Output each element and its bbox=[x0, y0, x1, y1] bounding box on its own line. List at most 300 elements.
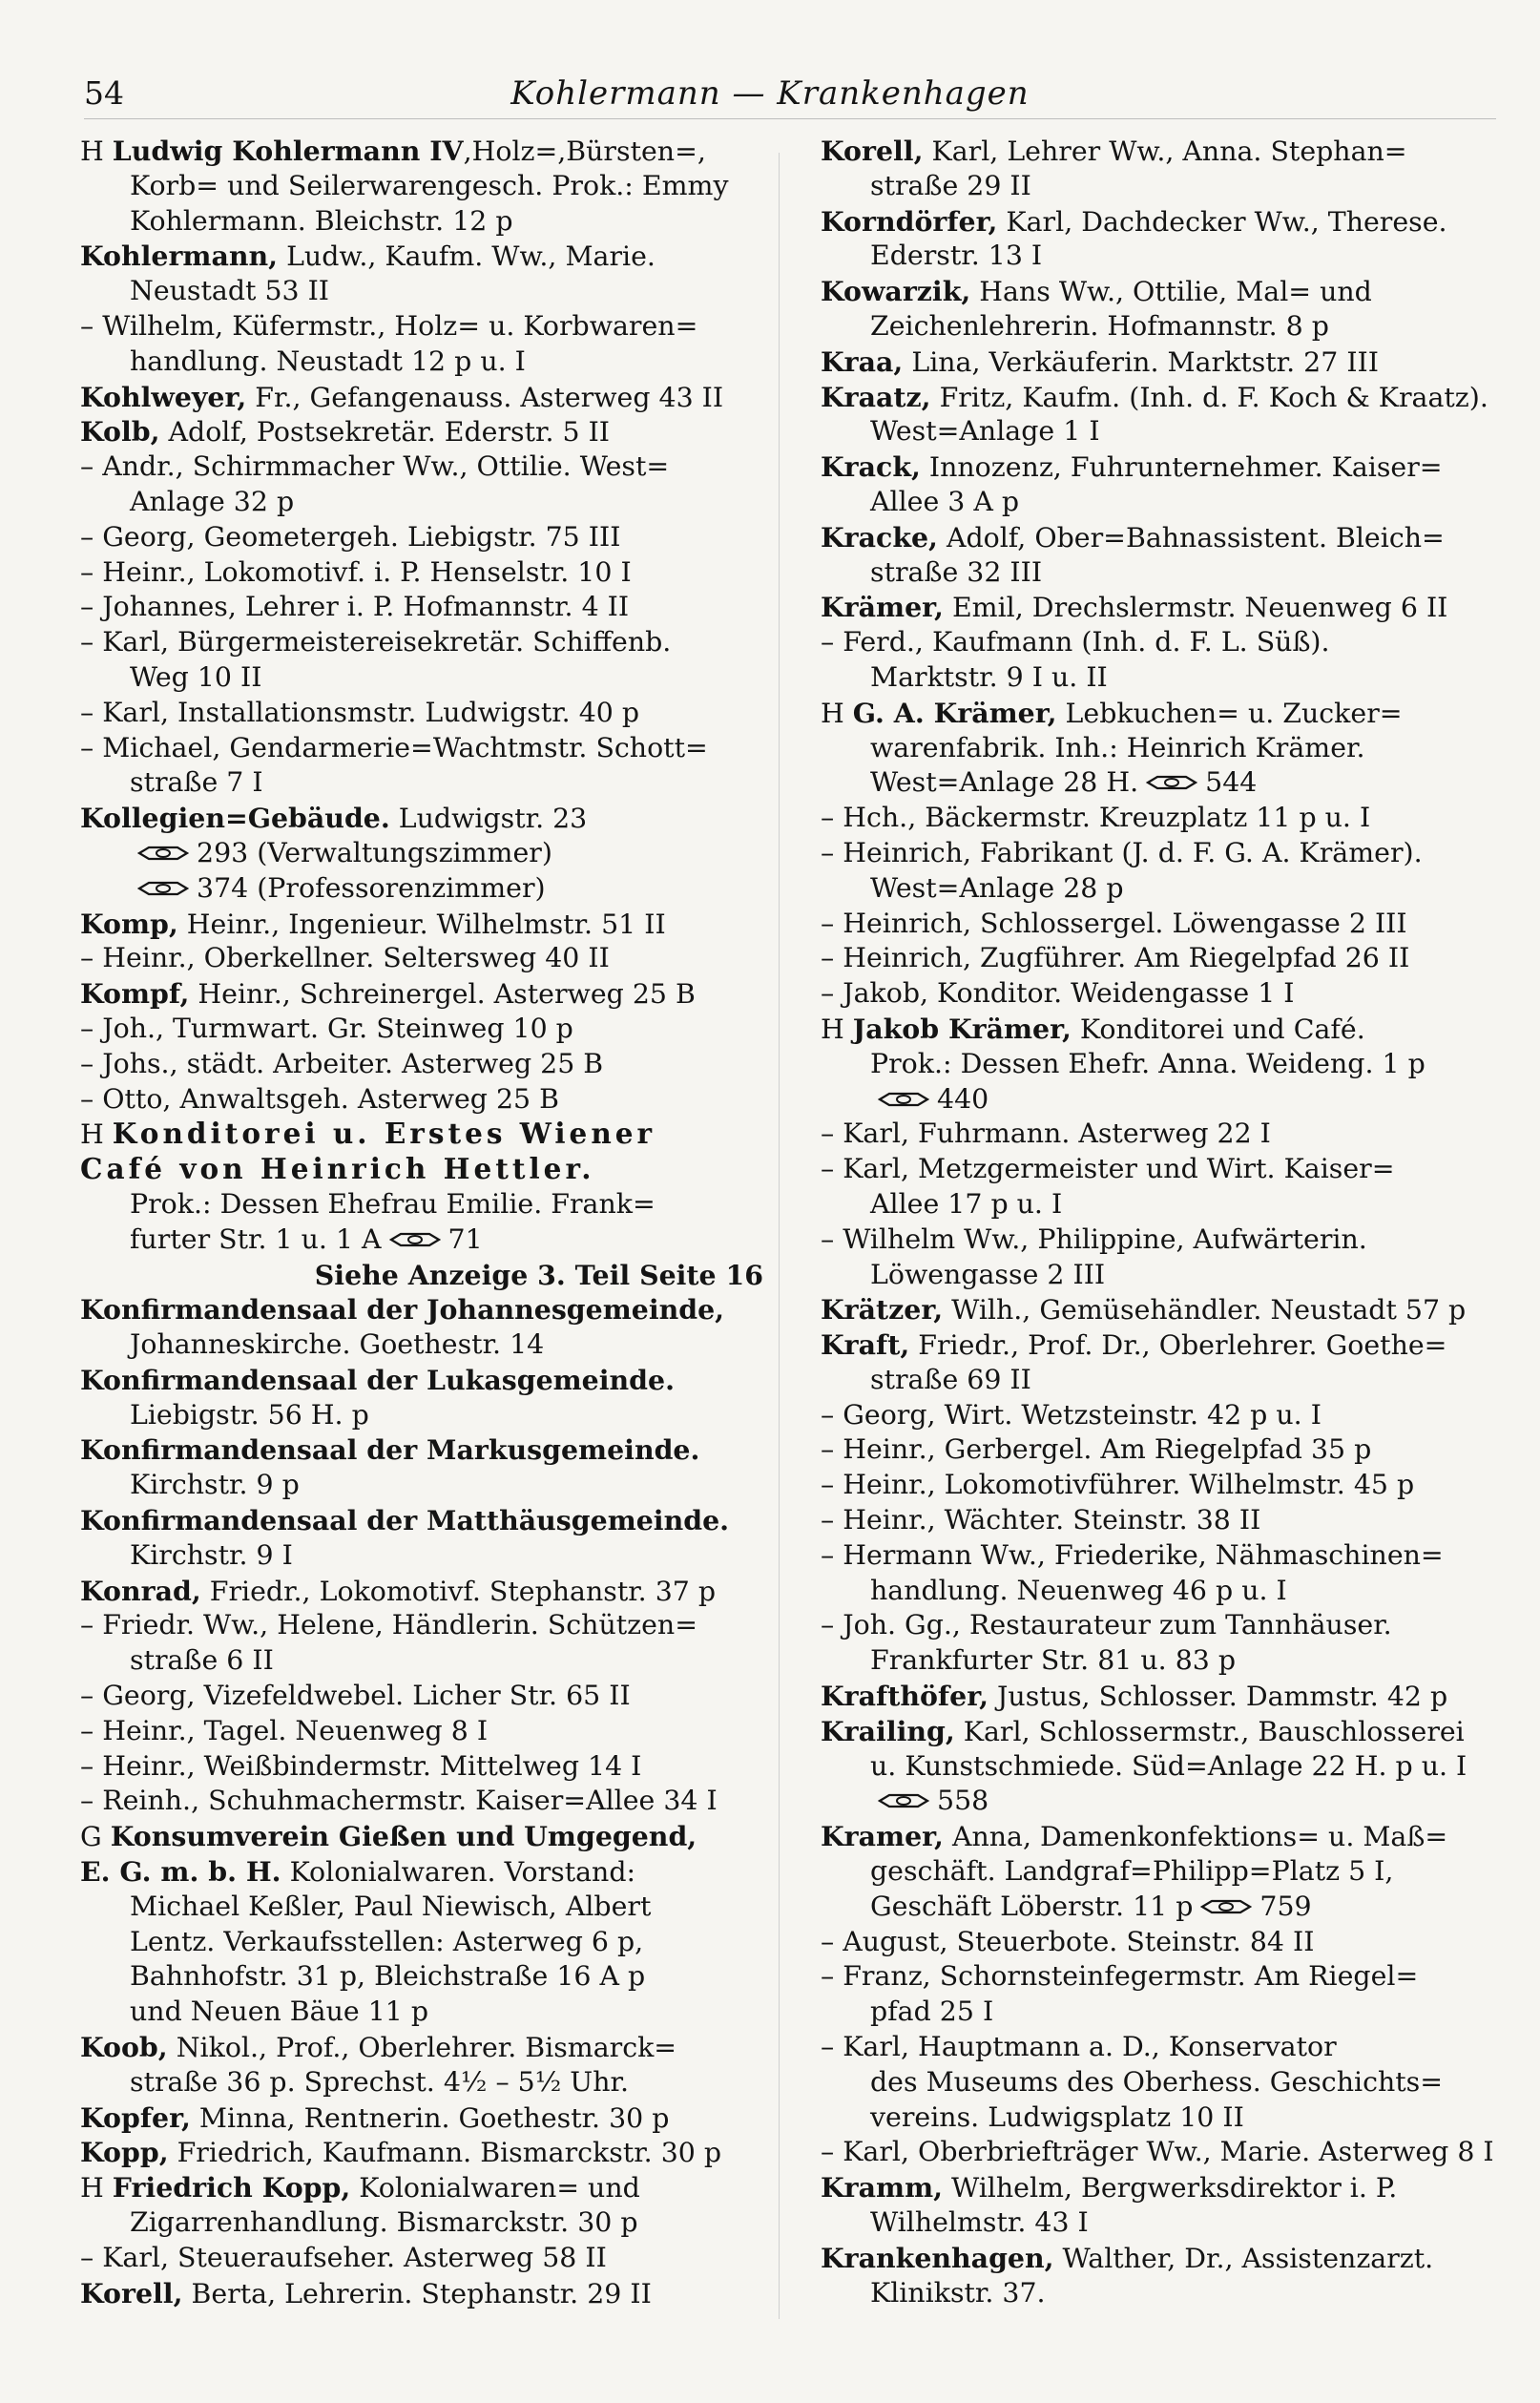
entry-name: Korell, bbox=[80, 2276, 183, 2309]
continuation-line bbox=[80, 660, 763, 696]
entry-text: Kirchstr. 9 I bbox=[130, 1538, 293, 1571]
entry-text: – Karl, Steueraufseher. Asterweg 58 II bbox=[80, 2241, 607, 2273]
entry-text: pfad 25 I bbox=[870, 1996, 994, 2028]
entry-name: Konfirmandensaal der Johannesgemeinde, bbox=[80, 1293, 725, 1327]
entry-text: West=Anlage 28 p bbox=[870, 871, 1124, 904]
phone-number: 558 bbox=[937, 1785, 989, 1817]
entry-name: Koob, bbox=[80, 2031, 168, 2064]
entry-text: Michael Keßler, Paul Niewisch, Albert bbox=[130, 1890, 652, 1922]
continuation-line bbox=[821, 2276, 1504, 2311]
entry-name: Kopfer, bbox=[80, 2100, 191, 2134]
page-header bbox=[0, 67, 1540, 124]
entry-text: Wilh., Gemüsehändler. Neustadt 57 p bbox=[943, 1294, 1467, 1327]
continuation-line bbox=[821, 1574, 1504, 1609]
entry-name: Konfirmandensaal der Lukasgemeinde. bbox=[80, 1363, 675, 1396]
sub-entry bbox=[821, 836, 1504, 871]
entry-text: ,Holz=,Bürsten=, bbox=[463, 136, 706, 167]
directory-entry bbox=[80, 414, 763, 449]
display-text: Café von Heinrich Hettler. bbox=[80, 1152, 595, 1186]
entry-text: – Otto, Anwaltsgeh. Asterweg 25 B bbox=[80, 1082, 560, 1115]
sub-entry bbox=[821, 1117, 1504, 1152]
continuation-line bbox=[821, 1749, 1504, 1785]
entry-text: Prok.: Dessen Ehefr. Anna. Weideng. 1 p bbox=[870, 1047, 1426, 1079]
entry-text: Justus, Schlosser. Dammstr. 42 p bbox=[989, 1681, 1448, 1713]
continuation-line bbox=[80, 1538, 763, 1574]
entry-text: Allee 3 A p bbox=[870, 485, 1020, 517]
directory-entry bbox=[80, 1854, 763, 1890]
continuation-line bbox=[821, 731, 1504, 766]
directory-entry bbox=[80, 2276, 763, 2311]
directory-entry bbox=[821, 274, 1504, 309]
entry-text: – Heinrich, Schlossergel. Löwengasse 2 III bbox=[821, 907, 1407, 939]
sub-entry bbox=[821, 1608, 1504, 1643]
entry-text: – Heinr., Lokomotivführer. Wilhelmstr. 45 p bbox=[821, 1469, 1415, 1501]
directory-entry bbox=[80, 1363, 763, 1398]
sub-entry bbox=[821, 907, 1504, 942]
display-heading bbox=[80, 1152, 763, 1187]
entry-marker: H bbox=[80, 1118, 113, 1151]
sub-entry bbox=[821, 1538, 1504, 1574]
entry-text: straße 36 p. Sprechst. 4½ – 5½ Uhr. bbox=[130, 2065, 629, 2098]
continuation-line bbox=[821, 239, 1504, 274]
continuation-line bbox=[821, 2205, 1504, 2241]
entry-text: Kirchstr. 9 p bbox=[130, 1469, 300, 1501]
entry-name: Konrad, bbox=[80, 1574, 201, 1607]
continuation-line bbox=[80, 1187, 763, 1222]
entry-text: Minna, Rentnerin. Goethestr. 30 p bbox=[190, 2101, 670, 2134]
telephone-icon bbox=[878, 1082, 929, 1118]
sub-entry bbox=[80, 1784, 763, 1819]
entry-text: – Ferd., Kaufmann (Inh. d. F. L. Süß). bbox=[821, 626, 1330, 658]
directory-entry bbox=[821, 1012, 1504, 1047]
continuation-line bbox=[821, 1363, 1504, 1398]
entry-text: H bbox=[80, 2172, 113, 2204]
entry-text: – Johannes, Lehrer i. P. Hofmannstr. 4 II bbox=[80, 591, 630, 623]
phone-label: (Verwaltungszimmer) bbox=[248, 836, 552, 868]
entry-text: – Heinr., Lokomotivf. i. P. Henselstr. 10 I bbox=[80, 555, 632, 588]
entry-text: des Museums des Oberhess. Geschichts= bbox=[870, 2065, 1444, 2098]
sub-entry bbox=[80, 2241, 763, 2276]
telephone-icon bbox=[1200, 1890, 1252, 1925]
directory-entry bbox=[821, 1292, 1504, 1327]
continuation-line bbox=[80, 1959, 763, 1995]
entry-text: Löwengasse 2 III bbox=[870, 1258, 1106, 1290]
telephone-icon bbox=[878, 1784, 929, 1819]
entry-text: Nikol., Prof., Oberlehrer. Bismarck= bbox=[167, 2032, 677, 2064]
column-divider bbox=[779, 153, 780, 2319]
directory-entry bbox=[821, 2170, 1504, 2205]
entry-name: Krack, bbox=[821, 450, 921, 484]
entry-text: straße 7 I bbox=[130, 766, 263, 799]
entry-text: Ederstr. 13 I bbox=[870, 240, 1043, 272]
directory-entry bbox=[821, 2241, 1504, 2276]
directory-entry bbox=[80, 2135, 763, 2170]
entry-text: Adolf, Ober=Bahnassistent. Bleich= bbox=[937, 521, 1445, 554]
phone-number: 293 bbox=[197, 836, 249, 868]
entry-name: Krankenhagen, bbox=[821, 2241, 1054, 2274]
phone-line bbox=[821, 765, 1504, 801]
entry-text: – Wilhelm, Küfermstr., Holz= u. Korbwaren= bbox=[80, 309, 698, 342]
entry-text: Bahnhofstr. 31 p, Bleichstraße 16 A p bbox=[130, 1960, 646, 1993]
entry-name: Kohlermann, bbox=[80, 240, 279, 273]
sub-entry bbox=[80, 696, 763, 731]
telephone-icon bbox=[137, 871, 189, 907]
entry-name: Friedrich Kopp, bbox=[112, 2171, 351, 2204]
entry-text: warenfabrik. Inh.: Heinrich Krämer. bbox=[870, 731, 1365, 763]
directory-entry bbox=[821, 590, 1504, 625]
continuation-line bbox=[821, 414, 1504, 449]
sub-entry bbox=[821, 2030, 1504, 2065]
directory-entry bbox=[821, 449, 1504, 485]
entry-name: E. G. m. b. H. bbox=[80, 1855, 281, 1889]
entry-text: Fr., Gefangenauss. Asterweg 43 II bbox=[246, 381, 724, 413]
entry-text: – Heinr., Gerbergel. Am Riegelpfad 35 p bbox=[821, 1433, 1372, 1466]
entry-text: Neustadt 53 II bbox=[130, 275, 330, 307]
left-column bbox=[80, 134, 763, 2310]
phone-line bbox=[80, 836, 763, 871]
entry-text: Walther, Dr., Assistenzarzt. bbox=[1053, 2242, 1434, 2274]
sub-entry bbox=[80, 520, 763, 555]
entry-text: straße 29 II bbox=[870, 169, 1031, 201]
entry-name: Korndörfer, bbox=[821, 204, 998, 238]
directory-entry bbox=[821, 204, 1504, 240]
entry-text: Hans Ww., Ottilie, Mal= und bbox=[970, 276, 1372, 308]
entry-text: – Hch., Bäckermstr. Kreuzplatz 11 p u. I bbox=[821, 802, 1371, 834]
continuation-line bbox=[821, 169, 1504, 204]
entry-text: H bbox=[80, 136, 113, 167]
entry-text: Heinr., Schreinergel. Asterweg 25 B bbox=[189, 978, 696, 1011]
continuation-line bbox=[80, 1643, 763, 1679]
entry-text: H bbox=[821, 1013, 853, 1045]
entry-name: Kraatz, bbox=[821, 380, 931, 413]
directory-entry bbox=[80, 1819, 763, 1854]
sub-entry bbox=[821, 1222, 1504, 1258]
continuation-line bbox=[80, 274, 763, 309]
entry-text: Klinikstr. 37. bbox=[870, 2276, 1046, 2309]
entry-name: Kowarzik, bbox=[821, 275, 971, 308]
entry-text: – Hermann Ww., Friederike, Nähmaschinen= bbox=[821, 1538, 1444, 1571]
entry-text: – Jakob, Konditor. Weidengasse 1 I bbox=[821, 977, 1295, 1010]
entry-text: Zeichenlehrerin. Hofmannstr. 8 p bbox=[870, 309, 1329, 342]
directory-entry bbox=[821, 1819, 1504, 1854]
continuation-line bbox=[821, 1187, 1504, 1222]
sub-entry bbox=[80, 1012, 763, 1047]
entry-text: West=Anlage 28 H. bbox=[870, 766, 1139, 799]
entry-text: Weg 10 II bbox=[130, 660, 262, 693]
sub-entry bbox=[821, 1398, 1504, 1433]
entry-name: Krafthöfer, bbox=[821, 1680, 989, 1713]
directory-entry bbox=[80, 2100, 763, 2136]
entry-text: Prok.: Dessen Ehefrau Emilie. Frank= bbox=[130, 1187, 656, 1220]
entry-text: – Andr., Schirmmacher Ww., Ottilie. West= bbox=[80, 450, 670, 483]
entry-text: – August, Steuerbote. Steinstr. 84 II bbox=[821, 1925, 1315, 1957]
entry-text: – Heinrich, Fabrikant (J. d. F. G. A. Krämer). bbox=[821, 836, 1423, 868]
entry-name: Krailing, bbox=[821, 1714, 955, 1747]
entry-name: Kopp, bbox=[80, 2136, 169, 2169]
sub-entry bbox=[80, 941, 763, 976]
entry-name: Kramer, bbox=[821, 1820, 944, 1853]
sub-entry bbox=[821, 1503, 1504, 1538]
sub-entry bbox=[80, 555, 763, 591]
continuation-line bbox=[821, 871, 1504, 907]
directory-entry bbox=[80, 1432, 763, 1468]
continuation-line bbox=[80, 1327, 763, 1363]
continuation-line bbox=[80, 169, 763, 204]
sub-entry bbox=[80, 449, 763, 485]
entry-text: Friedr., Prof. Dr., Oberlehrer. Goethe= bbox=[909, 1329, 1447, 1362]
entry-text: furter Str. 1 u. 1 A bbox=[130, 1222, 382, 1255]
entry-text: – Friedr. Ww., Helene, Händlerin. Schützen= bbox=[80, 1609, 697, 1641]
entry-text: geschäft. Landgraf=Philipp=Platz 5 I, bbox=[870, 1855, 1394, 1888]
entry-text: Lentz. Verkaufsstellen: Asterweg 6 p, bbox=[130, 1925, 644, 1957]
directory-entry bbox=[80, 907, 763, 942]
continuation-line bbox=[80, 1995, 763, 2030]
entry-name: Kohlweyer, bbox=[80, 380, 247, 413]
sub-entry bbox=[80, 1047, 763, 1082]
phone-line bbox=[80, 871, 763, 907]
entry-text: G bbox=[80, 1821, 111, 1853]
entry-text: Friedr., Lokomotivf. Stephanstr. 37 p bbox=[200, 1575, 717, 1607]
entry-text: Allee 17 p u. I bbox=[870, 1187, 1063, 1220]
directory-entry bbox=[80, 239, 763, 274]
advert-text: Siehe Anzeige 3. Teil Seite 16 bbox=[314, 1258, 763, 1291]
phone-number: 374 bbox=[197, 871, 249, 904]
entry-text: Heinr., Ingenieur. Wilhelmstr. 51 II bbox=[177, 908, 666, 940]
directory-entry bbox=[821, 345, 1504, 380]
entry-text: Karl, Dachdecker Ww., Therese. bbox=[997, 205, 1447, 238]
entry-name: Jakob Krämer, bbox=[852, 1012, 1072, 1045]
telephone-icon bbox=[137, 836, 189, 871]
directory-entry bbox=[80, 380, 763, 415]
page-number: 54 bbox=[84, 74, 124, 112]
entry-text: Lina, Verkäuferin. Marktstr. 27 III bbox=[903, 345, 1379, 378]
directory-entry bbox=[821, 696, 1504, 731]
continuation-line bbox=[821, 309, 1504, 345]
continuation-line bbox=[821, 1643, 1504, 1679]
advert-reference bbox=[80, 1258, 763, 1293]
sub-entry bbox=[80, 1679, 763, 1714]
entry-name: G. A. Krämer, bbox=[852, 696, 1057, 729]
entry-text: Adolf, Postsekretär. Ederstr. 5 II bbox=[159, 416, 611, 449]
entry-text: – Karl, Hauptmann a. D., Konservator bbox=[821, 2031, 1337, 2063]
telephone-icon bbox=[389, 1222, 441, 1258]
sub-entry bbox=[821, 1959, 1504, 1995]
continuation-line bbox=[821, 2065, 1504, 2100]
phone-number: 71 bbox=[447, 1222, 483, 1255]
entry-text: – Heinr., Wächter. Steinstr. 38 II bbox=[821, 1504, 1261, 1536]
entry-text: Ludw., Kaufm. Ww., Marie. bbox=[278, 240, 656, 273]
entry-name: Kompf, bbox=[80, 977, 190, 1011]
entry-text: Emil, Drechslermstr. Neuenweg 6 II bbox=[943, 592, 1448, 624]
entry-name: Kolb, bbox=[80, 415, 160, 449]
entry-text: Kohlermann. Bleichstr. 12 p bbox=[130, 204, 513, 237]
entry-text: Johanneskirche. Goethestr. 14 bbox=[130, 1328, 545, 1361]
directory-entry bbox=[821, 520, 1504, 555]
phone-line bbox=[821, 1082, 1504, 1118]
continuation-line bbox=[80, 2065, 763, 2100]
entry-name: Konfirmandensaal der Matthäusgemeinde. bbox=[80, 1504, 730, 1537]
directory-entry bbox=[80, 976, 763, 1012]
entry-text: – Georg, Vizefeldwebel. Licher Str. 65 II bbox=[80, 1680, 631, 1712]
entry-text: – Wilhelm Ww., Philippine, Aufwärterin. bbox=[821, 1222, 1367, 1255]
directory-entry bbox=[821, 1679, 1504, 1714]
right-column bbox=[821, 134, 1504, 2310]
continuation-line bbox=[821, 555, 1504, 591]
entry-text: Karl, Schlossermstr., Bauschlosserei bbox=[954, 1715, 1465, 1747]
entry-text: straße 69 II bbox=[870, 1363, 1031, 1395]
sub-entry bbox=[821, 1468, 1504, 1503]
entry-text: Zigarrenhandlung. Bismarckstr. 30 p bbox=[130, 2206, 638, 2239]
entry-text: – Karl, Oberbriefträger Ww., Marie. Asterweg 8 I bbox=[821, 2136, 1494, 2168]
continuation-line bbox=[821, 485, 1504, 520]
continuation-line bbox=[80, 1398, 763, 1433]
entry-name: Kracke, bbox=[821, 520, 938, 554]
entry-name: Ludwig Kohlermann IV bbox=[112, 135, 464, 167]
entry-text: West=Anlage 1 I bbox=[870, 415, 1100, 448]
entry-text: Liebigstr. 56 H. p bbox=[130, 1398, 369, 1431]
entry-text: Kolonialwaren. Vorstand: bbox=[281, 1856, 636, 1889]
entry-text: Korb= und Seilerwarengesch. Prok.: Emmy bbox=[130, 169, 729, 201]
phone-line bbox=[821, 1890, 1504, 1925]
entry-name: Konsumverein Gießen und Umgegend, bbox=[110, 1820, 697, 1853]
entry-text: – Heinr., Tagel. Neuenweg 8 I bbox=[80, 1714, 489, 1746]
entry-text: Karl, Lehrer Ww., Anna. Stephan= bbox=[923, 136, 1407, 167]
entry-text: Anna, Damenkonfektions= u. Maß= bbox=[943, 1821, 1448, 1853]
entry-text: und Neuen Bäue 11 p bbox=[130, 1996, 429, 2028]
directory-entry bbox=[821, 1714, 1504, 1749]
header-rule bbox=[84, 118, 1496, 119]
entry-text: straße 32 III bbox=[870, 555, 1043, 588]
entry-text: – Karl, Installationsmstr. Ludwigstr. 40 p bbox=[80, 696, 640, 728]
phone-number: 544 bbox=[1205, 766, 1258, 799]
entry-text: Kolonialwaren= und bbox=[350, 2172, 640, 2204]
directory-entry bbox=[821, 134, 1504, 169]
entry-text: Konditorei und Café. bbox=[1071, 1013, 1365, 1045]
entry-text: – Joh. Gg., Restaurateur zum Tannhäuser. bbox=[821, 1609, 1392, 1641]
entry-text: – Joh., Turmwart. Gr. Steinweg 10 p bbox=[80, 1012, 573, 1044]
continuation-line bbox=[80, 204, 763, 240]
sub-entry bbox=[80, 1749, 763, 1785]
entry-text: Berta, Lehrerin. Stephanstr. 29 II bbox=[182, 2277, 652, 2309]
directory-entry bbox=[80, 134, 763, 169]
directory-entry bbox=[80, 2030, 763, 2065]
directory-entry bbox=[80, 1574, 763, 1609]
entry-text: Fritz, Kaufm. (Inh. d. F. Koch & Kraatz). bbox=[930, 381, 1488, 413]
sub-entry bbox=[80, 590, 763, 625]
entry-text: – Georg, Wirt. Wetzsteinstr. 42 p u. I bbox=[821, 1398, 1321, 1431]
sub-entry bbox=[80, 625, 763, 660]
entry-text: – Heinrich, Zugführer. Am Riegelpfad 26 II bbox=[821, 942, 1410, 974]
continuation-line bbox=[80, 2205, 763, 2241]
entry-text: Marktstr. 9 I u. II bbox=[870, 660, 1108, 693]
entry-name: Korell, bbox=[821, 135, 924, 167]
continuation-line bbox=[821, 2100, 1504, 2136]
continuation-line bbox=[80, 1890, 763, 1925]
entry-name: Konfirmandensaal der Markusgemeinde. bbox=[80, 1433, 700, 1467]
entry-text: – Johs., städt. Arbeiter. Asterweg 25 B bbox=[80, 1047, 604, 1079]
phone-line bbox=[821, 1784, 1504, 1819]
entry-text: Wilhelmstr. 43 I bbox=[870, 2206, 1089, 2239]
directory-entry bbox=[80, 801, 763, 836]
directory-entry bbox=[80, 2170, 763, 2205]
entry-text: Wilhelm, Bergwerksdirektor i. P. bbox=[943, 2172, 1398, 2204]
sub-entry bbox=[80, 1082, 763, 1118]
continuation-line bbox=[80, 345, 763, 380]
sub-entry bbox=[80, 1714, 763, 1749]
directory-entry bbox=[80, 1292, 763, 1327]
entry-text: Lebkuchen= u. Zucker= bbox=[1056, 697, 1403, 729]
continuation-line bbox=[821, 1854, 1504, 1890]
entry-text: Ludwigstr. 23 bbox=[389, 803, 588, 835]
continuation-line bbox=[80, 1925, 763, 1960]
entry-text: – Karl, Fuhrmann. Asterweg 22 I bbox=[821, 1118, 1271, 1150]
display-text: Konditorei u. Erstes Wiener bbox=[112, 1117, 656, 1151]
sub-entry bbox=[821, 2135, 1504, 2170]
continuation-line bbox=[821, 660, 1504, 696]
sub-entry bbox=[80, 1608, 763, 1643]
continuation-line bbox=[80, 1468, 763, 1503]
entry-name: Kraa, bbox=[821, 345, 904, 378]
entry-text: – Georg, Geometergeh. Liebigstr. 75 III bbox=[80, 520, 621, 553]
entry-name: Krämer, bbox=[821, 591, 944, 624]
entry-name: Krätzer, bbox=[821, 1293, 944, 1327]
entry-name: Komp, bbox=[80, 907, 178, 940]
continuation-line bbox=[80, 765, 763, 801]
sub-entry bbox=[821, 941, 1504, 976]
continuation-line bbox=[821, 1047, 1504, 1082]
sub-entry bbox=[821, 1432, 1504, 1468]
sub-entry bbox=[821, 625, 1504, 660]
entry-name: Kraft, bbox=[821, 1328, 910, 1362]
entry-text: – Karl, Bürgermeistereisekretär. Schiffenb. bbox=[80, 626, 672, 658]
directory-entry bbox=[821, 380, 1504, 415]
phone-label: (Professorenzimmer) bbox=[248, 871, 546, 904]
sub-entry bbox=[821, 801, 1504, 836]
phone-number: 759 bbox=[1259, 1890, 1312, 1922]
entry-text: – Michael, Gendarmerie=Wachtmstr. Schott= bbox=[80, 731, 708, 763]
entry-text: Friedrich, Kaufmann. Bismarckstr. 30 p bbox=[168, 2137, 722, 2169]
entry-text: – Karl, Metzgermeister und Wirt. Kaiser= bbox=[821, 1153, 1395, 1185]
directory-entry bbox=[821, 1327, 1504, 1363]
sub-entry bbox=[821, 1152, 1504, 1187]
phone-line bbox=[80, 1222, 763, 1258]
entry-name: Kollegien=Gebäude. bbox=[80, 802, 390, 835]
running-title: Kohlermann — Krankenhagen bbox=[510, 74, 1030, 113]
entry-text: H bbox=[821, 697, 853, 729]
phone-number: 440 bbox=[937, 1082, 989, 1115]
continuation-line bbox=[821, 1258, 1504, 1293]
entry-text: handlung. Neustadt 12 p u. I bbox=[130, 345, 526, 377]
entry-text: handlung. Neuenweg 46 p u. I bbox=[870, 1574, 1287, 1606]
sub-entry bbox=[80, 309, 763, 345]
display-heading bbox=[80, 1117, 763, 1152]
entry-text: – Heinr., Oberkellner. Seltersweg 40 II bbox=[80, 942, 610, 974]
directory-entry bbox=[80, 1503, 763, 1538]
entry-text: Innozenz, Fuhrunternehmer. Kaiser= bbox=[920, 451, 1443, 484]
entry-text: vereins. Ludwigsplatz 10 II bbox=[870, 2100, 1244, 2133]
sub-entry bbox=[80, 731, 763, 766]
sub-entry bbox=[821, 1925, 1504, 1960]
entry-text: straße 6 II bbox=[130, 1644, 274, 1677]
entry-text: Frankfurter Str. 81 u. 83 p bbox=[870, 1644, 1237, 1677]
sub-entry bbox=[821, 976, 1504, 1012]
entry-name: Kramm, bbox=[821, 2171, 943, 2204]
continuation-line bbox=[821, 1995, 1504, 2030]
entry-text: – Heinr., Weißbindermstr. Mittelweg 14 I bbox=[80, 1749, 642, 1782]
entry-text: – Franz, Schornsteinfegermstr. Am Riegel= bbox=[821, 1960, 1419, 1993]
continuation-line bbox=[80, 485, 763, 520]
entry-text: u. Kunstschmiede. Süd=Anlage 22 H. p u. I bbox=[870, 1749, 1467, 1782]
